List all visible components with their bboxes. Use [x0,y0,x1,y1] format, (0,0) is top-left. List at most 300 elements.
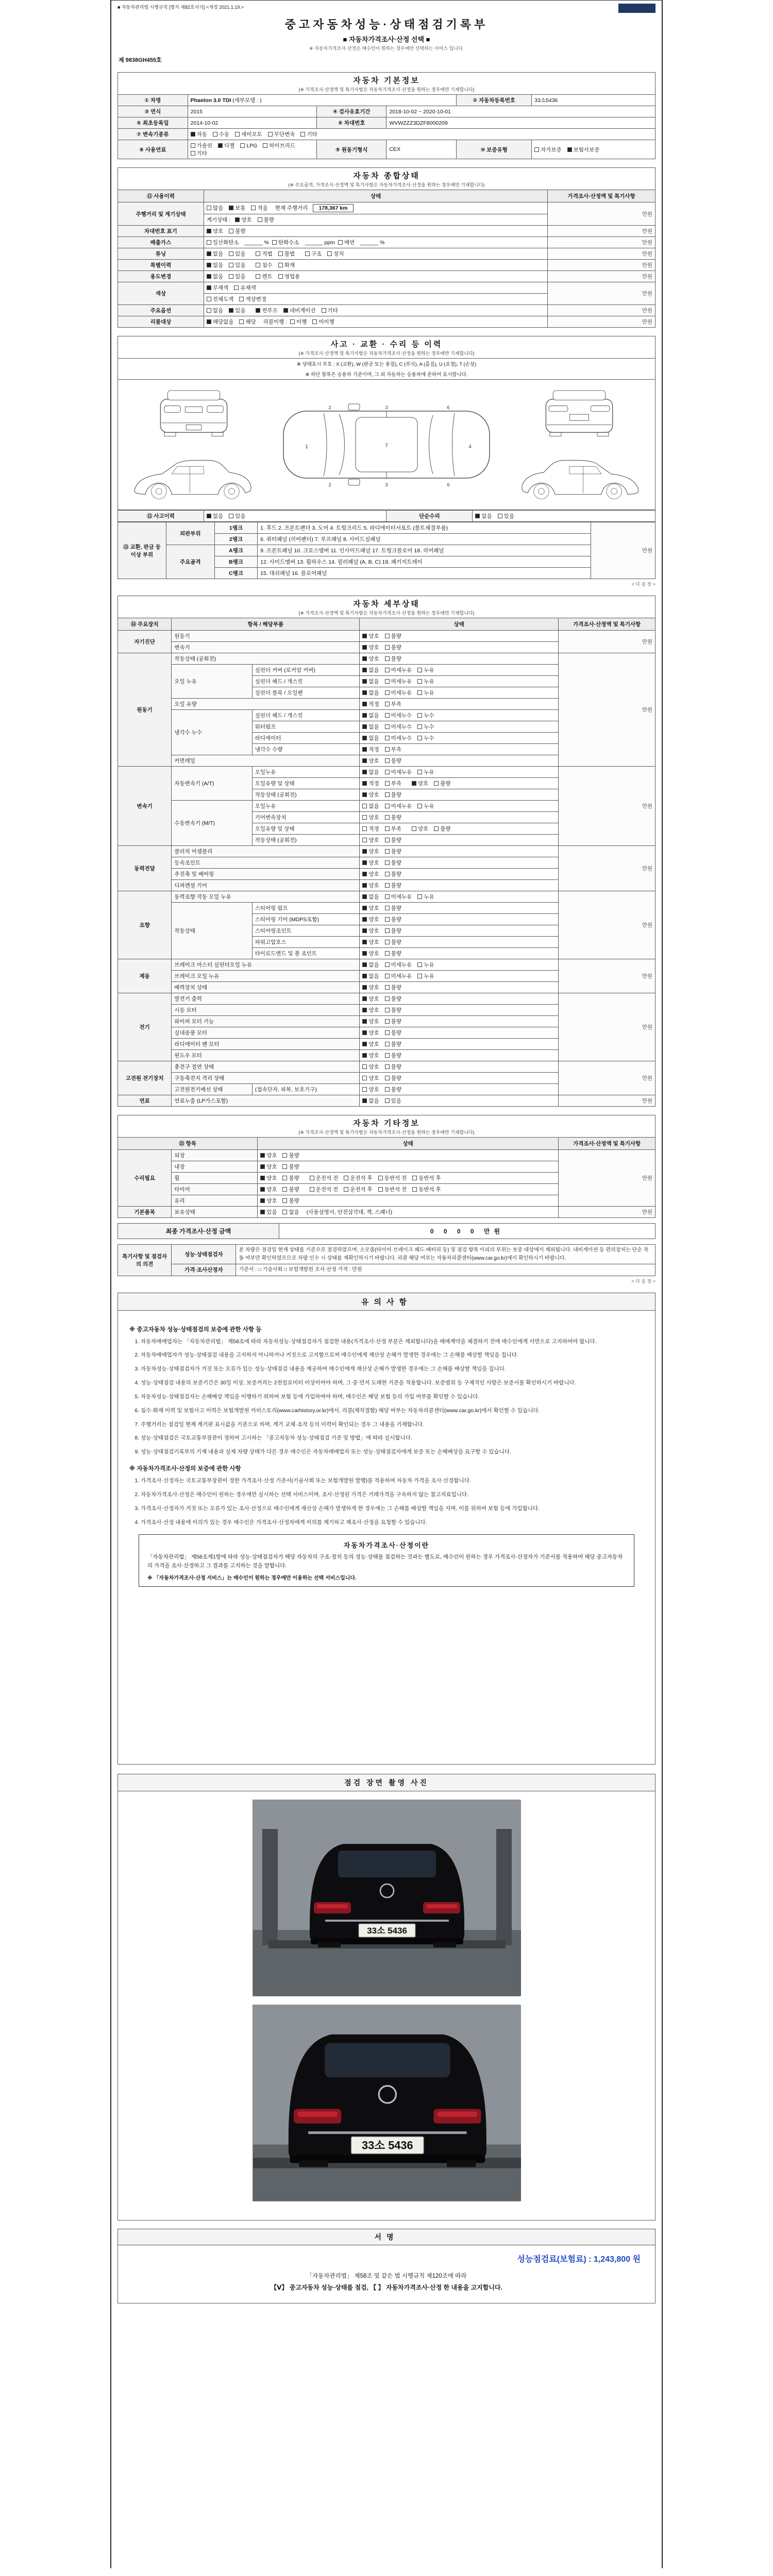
checkbox-icon [417,962,422,967]
checkbox-icon [362,792,367,797]
checkbox-option [344,1175,373,1181]
checkbox-option-checked [207,285,228,291]
form-reference: ■ 자동차관리법 시행규칙 [별지 제82호서식] <개정 2021.1.19.> [117,5,244,10]
price-appraisal-definition-box [139,1534,634,1587]
notices-body [118,1311,655,1764]
item-label: 자동변속기 (A/T) [172,767,252,801]
table-row [118,653,656,665]
checkbox-option [290,319,307,325]
checkbox-option [263,143,295,149]
inline-text [407,781,409,787]
checkbox-icon [310,1176,314,1180]
option-label: 불량 [235,228,246,234]
item-label: 윈도우 모터 [172,1050,360,1061]
option-label: 유채색 [240,285,256,291]
option-label: 양호 [266,1187,277,1193]
state-cell [258,1150,559,1161]
table-row [118,1224,656,1239]
checkbox-icon [282,1187,287,1192]
option-label: 미세누유 [391,973,412,979]
inspection-photo-1 [253,1800,520,1996]
checkbox-icon [362,668,367,672]
checkbox-option-checked [218,143,234,149]
checkbox-option [207,240,239,246]
state-cell [360,744,559,755]
option-label: 렌트 [262,274,273,280]
option-label: 불법 [284,251,295,257]
column-header: 항목 / 해당부품 [172,618,360,631]
checkbox-icon [229,206,233,210]
rank-items: 1. 후드 2. 프론트펜더 3. 도어 4. 트렁크리드 5. 라디에이터서포트 (볼트체결부품) [258,522,591,534]
subitem-label: (접속단자, 피복, 보호기구) [252,1084,360,1095]
checkbox-option [385,815,401,821]
item-label: 보유상태 [172,1207,258,1218]
checkbox-icon [229,263,233,267]
item-label: 등속조인트 [172,857,360,869]
state-cell [360,823,559,835]
field-label: ⑨ 원동기형식 [316,140,386,159]
notice-item: 1. 자동차매매업자는 「자동차관리법」 제58조에 따라 자동차성능·상태점검자가 점검한 내용(가격조사·산정 부분은 제외합니다)을 매매계약을 체결하기 전에 매수인에게 서면으로 고지하여야 합니다. [141,1337,644,1347]
option-label: 불량 [391,951,401,957]
group-label: 리콜대상 [118,316,204,328]
notice-item: 6. 침수·화재 이력 및 보험사고 이력은 보험개발원 카히스토리(www.carhistory.or.kr)에서, 리콜(제작결함) 해당 여부는 자동차리콜센터(www.car.go.kr)에서 확인할 수 있습니다. [141,1406,644,1416]
checkbox-icon [240,143,245,148]
checkbox-option-checked [362,758,379,764]
plate-number: 33소5436 [532,95,656,106]
checkbox-option-checked [475,513,492,519]
subitem-label: 실린더 헤드 / 개스킷 [252,710,360,721]
item-label: 충전구 절연 상태 [172,1061,360,1073]
definition-title: 자동차가격조사·산정이란 [343,1541,430,1550]
checkbox-icon [362,645,367,650]
checkbox-option-checked [362,781,379,787]
checkbox-option [282,1209,299,1215]
option-label: 부족 [391,747,401,753]
basic-section-title: 자동차 기본정보 [353,76,420,85]
group-label: 차대번호 표기 [118,226,204,237]
checkbox-icon [417,974,422,978]
checkbox-icon [278,263,283,267]
checkbox-icon [362,656,367,661]
checkbox-icon [282,1198,287,1203]
option-label: 누유 [424,679,434,685]
checkbox-icon [385,815,390,820]
option-label: 양호 [368,951,379,957]
checkbox-option-checked [362,1098,379,1104]
legal-statement-line: 「자동차관리법」 제58조 및 같은 법 시행규칙 제120조에 따라 [306,2273,467,2279]
summary-table [117,190,656,328]
option-label: 불량 [391,860,401,866]
checkbox-icon [278,274,283,279]
option-label: 없음 [368,962,379,968]
first-registration-date: 2014-10-02 [188,117,316,129]
checkbox-icon [207,308,211,313]
checkbox-option-checked [362,1019,379,1025]
checkbox-icon [362,1008,367,1012]
checkbox-icon [260,1153,265,1158]
definition-text: 「자동차관리법」 제58조제1항에 따라 성능·상태점검자가 해당 자동차의 구조·장치 등의 성능·상태를 점검하는 것과는 별도로, 매수인이 원하는 경우 가격조사·산정자가 기준서를 적용하여 해당 중고자동차의 가격을 조사·산정하고 그 결과를 고지하는 것을 말합니다. [147,1554,623,1569]
car-top-view-diagram [278,401,495,488]
option-label: 양호 [368,849,379,855]
checkbox-icon [207,274,211,279]
state-cell [258,1184,559,1195]
state-cell [360,665,559,676]
option-label: 양호 [368,1087,379,1093]
checkbox-option [385,951,401,957]
checkbox-option [234,285,256,291]
option-label: 불량 [391,928,401,934]
checkbox-icon [417,690,422,695]
checkbox-icon [191,143,195,148]
field-label: ⑦ 변속기종류 [118,129,188,140]
wheel-hint [164,432,176,436]
rank-items: 15. 대쉬패널 16. 플로어패널 [258,568,591,579]
checkbox-icon [362,815,367,820]
inline-text: 현재 주행거리 [273,205,308,211]
checkbox-option [385,826,401,832]
state-cell [204,202,548,214]
checkbox-option [417,973,434,979]
option-label: 해당 [245,319,256,325]
item-label: 내장 [172,1161,258,1173]
checkbox-icon [385,713,390,718]
checkbox-icon [282,1153,287,1158]
subitem-label: 스티어링 기어 (MDPS포함) [252,914,360,925]
checkbox-icon [385,1008,390,1012]
notice-item: 5. 자동차성능·상태점검자는 손해배상 책임을 이행하기 위하여 보험 등에 가입하여야 하며, 매수인은 해당 보험 등의 가입 여부를 확인할 수 있습니다. [141,1393,644,1402]
option-label: 보험사보증 [573,146,600,153]
checkbox-icon [256,308,260,313]
fee-value: 1,243,800 원 [593,2255,641,2264]
option-label: 미세누유 [391,962,412,968]
checkbox-option [282,1175,299,1181]
option-label: 불량 [289,1153,299,1159]
option-label: 누유 [424,769,434,775]
price-cell: 만원 [559,891,656,959]
inline-text [300,251,302,257]
notice-item: 2. 자동차가격조사·산정은 매수인이 원하는 경우에만 실시하는 선택 서비스이며, 조사·산정된 가격은 거래가격을 구속하지 않는 참고자료입니다. [141,1490,644,1500]
checkbox-icon [362,872,367,876]
state-cell [204,248,548,260]
photo-scene [253,1800,521,1996]
option-label: 누수 [424,735,434,741]
checkbox-option-checked [362,905,379,911]
table-row [118,140,656,159]
option-label: 무채색 [212,285,229,291]
option-label: 동반석 후 [418,1175,441,1181]
taillight-left-inner [317,1904,348,1908]
option-label: 일산화탄소 [212,240,239,246]
checkbox-icon [385,747,390,752]
zone-number-quarter: 6 [447,405,450,410]
checkbox-icon [434,826,439,831]
option-label: 불량 [391,633,401,639]
option-label: 양호 [368,792,379,798]
table-row [118,1150,656,1161]
column-header: ⑭ 주요장치 [118,618,172,631]
option-label: 양호 [368,1007,379,1013]
option-label: 없음 [368,690,379,696]
mirrored-side-view [522,460,638,499]
checkbox-icon [385,1098,390,1103]
detail-section-title: 자동차 세부상태 [353,600,420,608]
checkbox-icon [385,1042,390,1046]
group-label: 제동 [118,959,172,993]
field-label: ④ 검사유효기간 [316,106,386,117]
inline-text [251,251,253,257]
option-label: 있음 [235,251,246,257]
wheel-hint [212,432,223,436]
checkbox-option-checked [260,1209,277,1215]
checkbox-icon [417,736,422,740]
checkbox-icon [385,906,390,910]
checkbox-option [344,1187,373,1193]
fee-label: 성능점검료(보험료) : [517,2255,592,2264]
table-row [118,511,656,522]
checkbox-option [385,679,412,685]
notice-item: 1. 가격조사·산정자는 국토교통부장관이 정한 가격조사·산정 기준서(기술사회 또는 보험개발원 발행)를 적용하여 자동차 가격을 조사·산정합니다. [141,1477,644,1486]
option-label: 있음 [235,274,246,280]
checkbox-icon [362,724,367,729]
checkbox-icon [385,758,390,763]
table-row [118,545,656,556]
checkbox-icon [272,240,277,245]
checkbox-icon [362,1019,367,1024]
checkbox-icon [235,217,240,222]
checkbox-option [385,1098,401,1104]
checkbox-option-checked [362,849,379,855]
corner-badge [618,4,656,13]
price-cell: 만원 [559,1150,656,1207]
checkbox-option [385,973,412,979]
checkbox-icon [362,883,367,888]
checkbox-icon [207,206,211,210]
checkbox-icon [362,894,367,899]
option-label: 운전석 전 [315,1175,339,1181]
table-row [118,129,656,140]
signature-section [117,2229,656,2303]
option-label: 미세누수 [391,735,412,741]
checkbox-icon [283,308,288,313]
signature-title: 서명 [118,2229,655,2245]
checkbox-icon [362,1042,367,1046]
checkbox-option [256,274,272,280]
option-label: 동반석 전 [384,1175,407,1181]
checkbox-option [310,1175,339,1181]
column-header: 상태 [360,618,559,631]
checkbox-icon [207,297,211,301]
checkbox-option [362,1087,379,1093]
state-cell [360,1084,559,1095]
inline-text [251,274,253,280]
option-label: 침수 [262,262,273,268]
table-row [118,1264,656,1276]
final-price-value: 0 0 0 0 만원 [279,1224,655,1239]
option-label: 네비게이션 [289,308,316,314]
group-label: 고전원 전기장치 [118,1061,172,1095]
option-label: 없음 [289,1209,299,1215]
rank-items: 9. 프론트패널 10. 크로스멤버 11. 인사이드패널 17. 트렁크플로어 18. 리어패널 [258,545,591,556]
checkbox-icon [191,151,195,156]
inline-text [251,262,253,268]
option-label: 불량 [289,1164,299,1170]
checkbox-icon [256,251,260,256]
summary-section-note: (※ 주요골격, 가격조사·산정액 및 특기사항은 자동차가격조사·산정을 원하는 경우에만 기재합니다) [288,182,485,188]
checkbox-option [282,1198,299,1204]
table-row [118,95,656,106]
checkbox-icon [207,229,211,233]
appraiser-opinion-text: 기준서 : □ 기술사회 □ 보험개발원 조사·산정 가격 : 만원 [236,1264,656,1276]
document-number: 제 9838GH455호 [119,57,162,63]
column-header: 가격조사·산정액 및 특기사항 [548,190,656,202]
option-label: 불량 [391,1030,401,1036]
final-price-table [117,1223,656,1239]
checkbox-option [385,837,401,843]
checkbox-option [272,240,299,246]
option-label: 불량 [391,1053,401,1059]
notice-item: 9. 성능·상태점검기록부의 기재 내용과 실제 차량 상태가 다른 경우 매수인은 자동차매매업자 또는 성능·상태점검자에게 보증 또는 손해배상을 요구할 수 있습니다. [141,1448,644,1457]
checkbox-icon [251,206,256,210]
checkbox-icon [385,645,390,650]
opinions-label: 특기사항 및 점검자의 의견 [118,1245,172,1276]
checkbox-icon [290,319,295,324]
checkbox-icon [385,781,390,786]
option-label: 있음 [235,513,246,519]
option-label: 동반석 후 [418,1187,441,1193]
checkbox-icon [362,985,367,990]
column-header: 상태 [204,190,548,202]
header-row [118,1138,656,1150]
price-cell: 만원 [548,260,656,271]
state-cell [204,214,548,226]
checkbox-icon [338,240,343,245]
option-label: 부족 [391,701,401,707]
inline-text [305,1187,307,1193]
checkbox-icon [385,962,390,967]
item-label: 와이퍼 모터 기능 [172,1016,360,1027]
checkbox-icon [362,804,367,808]
checkbox-option-checked [362,883,379,889]
option-label: 미세누유 [391,690,412,696]
item-label: 발전기 출력 [172,993,360,1005]
subitem-label: 냉각수 수량 [252,744,360,755]
table-row [118,993,656,1005]
checkbox-icon [385,917,390,922]
inspection-period: 2018-10-02 ~ 2020-10-01 [386,106,656,117]
detail-section-header [117,596,656,618]
field-value [188,95,456,106]
checkbox-option-checked [362,917,379,923]
rear-window [338,1851,436,1877]
checkbox-option-checked [362,973,379,979]
checkbox-option [417,713,434,719]
state-cell [360,1095,559,1107]
option-label: 누유 [424,894,434,900]
checkbox-icon [362,781,367,786]
checkbox-option-checked [207,319,234,325]
option-label: 양호 [368,917,379,923]
photo-scene-zoomed [253,2005,521,2201]
basic-info-table [117,94,656,159]
table-row [118,117,656,129]
item-label: 추진축 및 베어링 [172,869,360,880]
table-row [118,282,656,294]
table-row [118,1095,656,1107]
option-label: 많음 [212,205,224,211]
checkbox-option [385,1075,401,1081]
state-cell [204,316,548,328]
inline-text [305,1175,307,1181]
option-label: 탄화수소 [278,240,299,246]
price-cell: 만원 [559,959,656,993]
outer-panel-label: 외판부위 [166,522,214,545]
checkbox-option-checked [362,985,379,991]
price-cell: 만원 [559,1207,656,1218]
option-label: 있음 [235,308,246,314]
notices-section [117,1293,656,1765]
subitem-label: 스티어링조인트 [252,925,360,937]
option-label: 양호 [368,758,379,764]
checkbox-option [385,962,412,968]
table-row [118,248,656,260]
checkbox-option-checked [207,262,223,268]
checkbox-icon [362,1076,367,1080]
zone-number-hood: 1 [305,444,308,450]
group-label: 배출가스 [118,237,204,248]
option-label: 불량 [289,1187,299,1193]
option-label: 불량 [391,1019,401,1025]
checkbox-option [278,251,295,257]
option-label: 미세누유 [391,769,412,775]
checkbox-icon [412,826,416,831]
checkbox-option [229,262,245,268]
checkbox-option [385,781,401,787]
subitem-label: 기어변속장치 [252,812,360,823]
option-label: 구조 [311,251,322,257]
car-rear-view-diagram [530,385,628,447]
photo-rear-wide [253,1800,521,1996]
accident-history-options [204,511,386,522]
checkbox-option [362,803,379,809]
checkbox-option [417,735,434,741]
checkbox-option-checked [362,996,379,1002]
option-label: 불량 [391,758,401,764]
state-cell [360,1016,559,1027]
notice-item: 4. 가격조사·산정 내용에 이의가 있는 경우 매수인은 가격조사·산정자에게 이의를 제기하고 재조사·산정을 요청할 수 있습니다. [141,1518,644,1528]
checkbox-icon [362,736,367,740]
table-row [118,846,656,857]
mirror-left [348,404,360,410]
notices-title: 유의사항 [118,1293,655,1311]
checkbox-option-checked [412,781,428,787]
price-cell: 만원 [559,993,656,1061]
checkbox-icon [278,251,283,256]
checkbox-icon [434,781,439,786]
option-label: 양호 [368,939,379,945]
car-side-view-left-diagram [129,452,258,504]
checkbox-icon [385,1087,390,1092]
checkbox-icon [362,713,367,718]
option-label: 불량 [391,939,401,945]
option-label: 적정 [368,781,379,787]
checkbox-icon [362,758,367,763]
state-cell [258,1173,559,1184]
item-label: 원동기 [172,631,360,642]
checkbox-icon [385,928,390,933]
option-label: 무단변속 [274,131,295,138]
checkbox-option [312,319,334,325]
item-label: 브레이크 마스터 실린더오일 누유 [172,959,360,971]
